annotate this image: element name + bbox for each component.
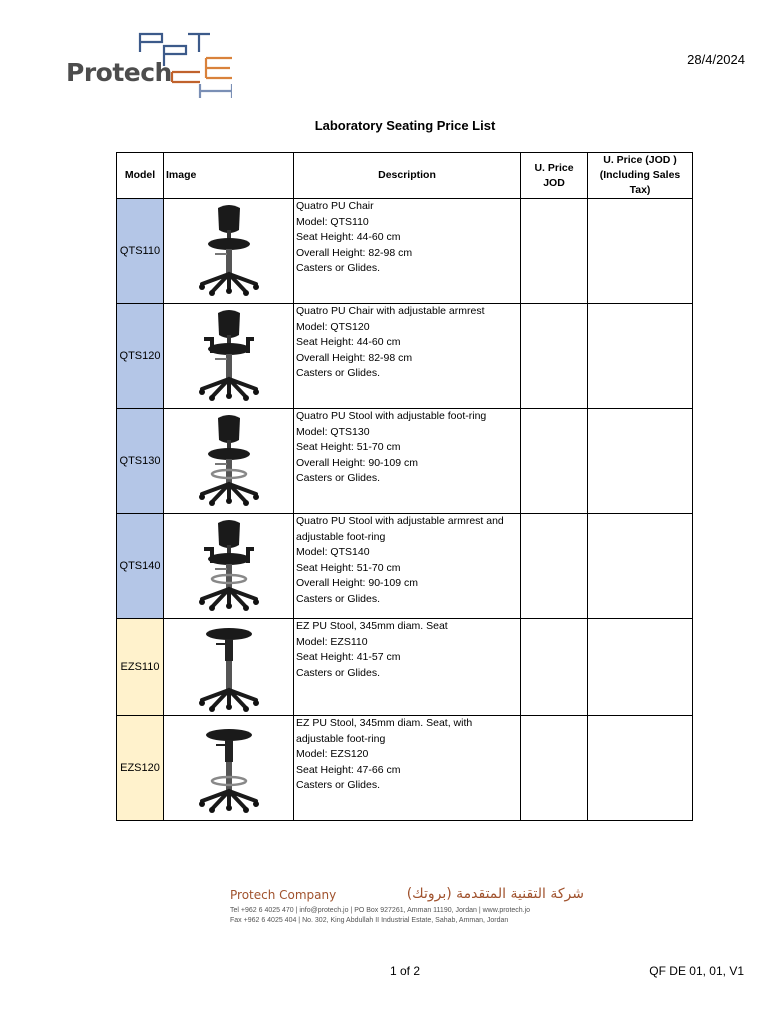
description-cell bbox=[294, 409, 521, 514]
document-date: 28/4/2024 bbox=[687, 52, 745, 67]
description-line: Casters or Glides. bbox=[296, 472, 381, 484]
description-cell bbox=[294, 304, 521, 409]
table-row bbox=[117, 199, 693, 304]
table-row bbox=[117, 716, 693, 821]
logo-mark-icon bbox=[132, 32, 232, 98]
unit-price-tax-cell[interactable] bbox=[588, 619, 693, 716]
description-line: Casters or Glides. bbox=[296, 592, 381, 605]
description-line: Casters or Glides. bbox=[296, 779, 381, 791]
description-line: Casters or Glides. bbox=[296, 367, 381, 379]
round-stool-footring-icon bbox=[194, 804, 264, 816]
description-line: Model: EZS110 bbox=[296, 635, 368, 648]
description-line: Overall Height: 90-109 cm bbox=[296, 456, 418, 469]
header-unit-price-line1: U. Price bbox=[534, 161, 574, 174]
description-line: Seat Height: 51-70 cm bbox=[296, 441, 401, 453]
header-unit-price-line2: JOD bbox=[543, 176, 565, 189]
footer-contact-line2: Fax +962 6 4025 404 | No. 302, King Abdullah II Industrial Estate, Sahab, Amman, Jordan bbox=[230, 917, 509, 924]
description-cell bbox=[294, 199, 521, 304]
description-line: Model: QTS110 bbox=[296, 215, 369, 228]
model-cell: QTS110 bbox=[117, 199, 164, 304]
table-row bbox=[117, 619, 693, 716]
unit-price-tax-cell[interactable] bbox=[588, 716, 693, 821]
chair-armrest-icon bbox=[194, 392, 264, 404]
header-model: Model bbox=[117, 153, 164, 199]
description-cell bbox=[294, 619, 521, 716]
description-line: Quatro PU Chair with adjustable armrest bbox=[296, 305, 485, 317]
model-cell: QTS120 bbox=[117, 304, 164, 409]
description-line: Model: QTS140 bbox=[296, 546, 370, 558]
description-line: Model: EZS120 bbox=[296, 748, 369, 760]
unit-price-tax-cell[interactable] bbox=[588, 304, 693, 409]
unit-price-cell[interactable] bbox=[521, 199, 588, 304]
table-header-row bbox=[117, 153, 693, 199]
description-line: Overall Height: 90-109 cm bbox=[296, 577, 418, 589]
header-unit-price-tax-line2: (Including Sales Tax) bbox=[599, 169, 681, 196]
document-code: QF DE 01, 01, V1 bbox=[649, 964, 744, 978]
unit-price-cell[interactable] bbox=[521, 619, 588, 716]
description-line: Seat Height: 47-66 cm bbox=[296, 763, 401, 776]
description-cell bbox=[294, 514, 521, 619]
unit-price-tax-cell[interactable] bbox=[588, 409, 693, 514]
logo-wordmark: Protech bbox=[66, 58, 172, 87]
description-line: Model: QTS130 bbox=[296, 425, 370, 438]
unit-price-cell[interactable] bbox=[521, 514, 588, 619]
unit-price-cell[interactable] bbox=[521, 716, 588, 821]
company-logo bbox=[64, 32, 236, 98]
description-line: Seat Height: 44-60 cm bbox=[296, 231, 401, 243]
footer-company-name-ar: شركة التقنية المتقدمة (بروتك) bbox=[406, 886, 584, 902]
product-image-cell bbox=[164, 409, 294, 514]
product-image-cell bbox=[164, 619, 294, 716]
page-number: 1 of 2 bbox=[389, 964, 421, 978]
table-row bbox=[117, 304, 693, 409]
header-description: Description bbox=[294, 153, 521, 199]
model-cell: EZS120 bbox=[117, 716, 164, 821]
description-line: Quatro PU Chair bbox=[296, 200, 374, 212]
description-line: Seat Height: 51-70 cm bbox=[296, 561, 401, 574]
stool-footring-icon bbox=[194, 497, 264, 509]
header-unit-price-tax-line1: U. Price (JOD ) bbox=[603, 154, 677, 166]
description-line: Quatro PU Stool with adjustable armrest and bbox=[296, 515, 504, 527]
table-row bbox=[117, 409, 693, 514]
price-table bbox=[116, 152, 693, 821]
product-image-cell bbox=[164, 514, 294, 619]
footer-company-name-en: Protech Company bbox=[230, 888, 337, 902]
product-image-cell bbox=[164, 199, 294, 304]
description-line: EZ PU Stool, 345mm diam. Seat, with bbox=[296, 717, 473, 729]
description-line: Overall Height: 82-98 cm bbox=[296, 351, 413, 364]
description-line: Overall Height: 82-98 cm bbox=[296, 246, 413, 259]
round-stool-icon bbox=[194, 703, 264, 715]
page-title: Laboratory Seating Price List bbox=[314, 118, 496, 133]
unit-price-tax-cell[interactable] bbox=[588, 514, 693, 619]
description-line: Seat Height: 41-57 cm bbox=[296, 651, 401, 663]
table-row bbox=[117, 514, 693, 619]
footer-contact-line1: Tel +962 6 4025 470 | info@protech.jo | PO Box 927261, Amman 11190, Jordan | www.protech.jo bbox=[230, 907, 531, 914]
unit-price-cell[interactable] bbox=[521, 304, 588, 409]
description-line: Seat Height: 44-60 cm bbox=[296, 336, 401, 348]
description-line: EZ PU Stool, 345mm diam. Seat bbox=[296, 620, 448, 632]
model-cell: QTS130 bbox=[117, 409, 164, 514]
stool-armrest-footring-icon bbox=[194, 602, 264, 614]
model-cell: QTS140 bbox=[117, 514, 164, 619]
header-unit-price bbox=[521, 153, 588, 199]
description-line: adjustable foot-ring bbox=[296, 732, 386, 745]
description-cell bbox=[294, 716, 521, 821]
unit-price-cell[interactable] bbox=[521, 409, 588, 514]
chair-icon bbox=[194, 287, 264, 299]
unit-price-tax-cell[interactable] bbox=[588, 199, 693, 304]
description-line: Model: QTS120 bbox=[296, 320, 370, 333]
description-line: Casters or Glides. bbox=[296, 666, 381, 679]
header-image: Image bbox=[164, 153, 294, 199]
header-unit-price-tax bbox=[588, 153, 693, 199]
description-line: Casters or Glides. bbox=[296, 262, 381, 274]
description-line: adjustable foot-ring bbox=[296, 530, 386, 543]
model-cell: EZS110 bbox=[117, 619, 164, 716]
description-line: Quatro PU Stool with adjustable foot-ring bbox=[296, 410, 487, 422]
product-image-cell bbox=[164, 304, 294, 409]
product-image-cell bbox=[164, 716, 294, 821]
